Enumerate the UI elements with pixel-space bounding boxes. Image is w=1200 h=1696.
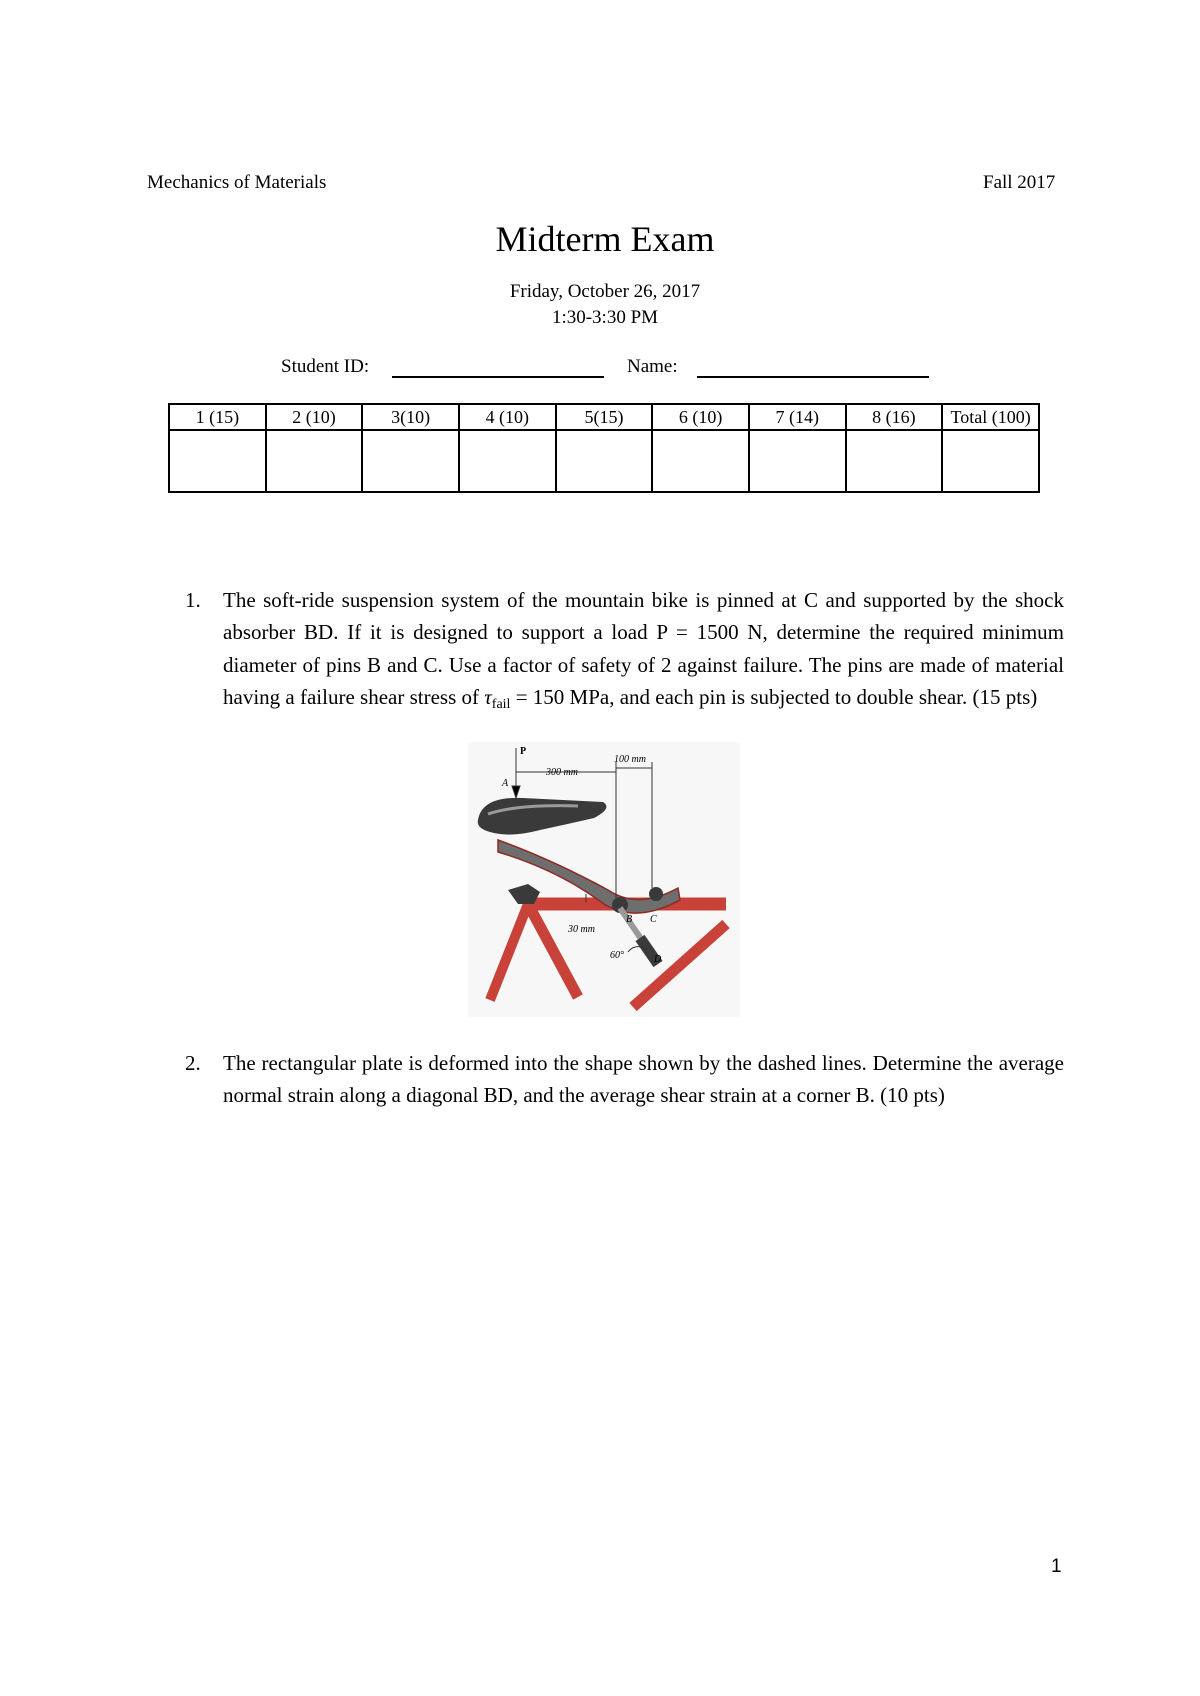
label-point-d: D: [654, 953, 662, 965]
score-header-cell: 5(15): [556, 404, 653, 430]
student-id-label: Student ID:: [281, 356, 370, 377]
bike-suspension-diagram: [468, 742, 740, 1017]
question-item: [180, 1047, 1064, 1112]
student-id-blank[interactable]: [392, 376, 604, 378]
exam-date: Friday, October 26, 2017: [509, 281, 701, 302]
score-header-cell: Total (100): [942, 404, 1039, 430]
score-value-cell[interactable]: [749, 430, 846, 492]
label-point-b: B: [626, 913, 633, 925]
score-value-cell[interactable]: [459, 430, 556, 492]
bike-suspension-figure: [468, 742, 740, 1017]
pin-c: [649, 887, 663, 901]
label-angle: 60°: [610, 949, 624, 961]
label-load: P: [520, 745, 527, 757]
question-number: 2.: [185, 1050, 201, 1075]
tau-symbol: τ: [484, 685, 492, 710]
question-text-part: = 150 MPa, and each pin is subjected to double shear. (15 pts): [510, 685, 1038, 710]
question-text: [223, 588, 1064, 713]
score-table: [168, 403, 1040, 493]
term-label: Fall 2017: [983, 172, 1056, 193]
score-header-cell: 2 (10): [266, 404, 363, 430]
score-value-cell[interactable]: [652, 430, 749, 492]
score-header-cell: 4 (10): [459, 404, 556, 430]
score-value-cell[interactable]: [556, 430, 653, 492]
exam-title: Midterm Exam: [495, 219, 715, 259]
student-name-blank[interactable]: [697, 376, 929, 378]
score-value-cell[interactable]: [942, 430, 1039, 492]
score-header-cell: 8 (16): [846, 404, 943, 430]
score-value-row: [169, 430, 1039, 492]
score-header-cell: 3(10): [362, 404, 459, 430]
question-list: [180, 584, 1064, 1111]
score-header-row: [169, 404, 1039, 430]
label-300mm: 300 mm: [546, 766, 578, 778]
score-value-cell[interactable]: [266, 430, 363, 492]
page-number: 1: [1051, 1556, 1062, 1577]
score-header-cell: 7 (14): [749, 404, 846, 430]
question-text-part: The soft-ride suspension system of the mountain bike is pinned at C and supported by the shock absorber BD. If it is designed to support a load P = 1500 N, determine the required minimum diameter of pins B and C. Use a factor of safety of 2 against failure. The pins are made of material having a failure shear stress of: [223, 588, 1064, 710]
score-value-cell[interactable]: [169, 430, 266, 492]
score-header-cell: 6 (10): [652, 404, 749, 430]
tau-subscript: fail: [491, 697, 511, 713]
score-value-cell[interactable]: [362, 430, 459, 492]
label-100mm: 100 mm: [614, 753, 646, 765]
figure-background: [468, 742, 740, 1017]
score-header-cell: 1 (15): [169, 404, 266, 430]
question-number: 1.: [185, 588, 201, 612]
label-point-a: A: [502, 777, 509, 789]
label-30mm: 30 mm: [568, 923, 595, 935]
student-name-label: Name:: [627, 356, 678, 377]
question-item: [180, 584, 1064, 1017]
question-text: The rectangular plate is deformed into the shape shown by the dashed lines. Determine the average normal strain along a diagonal BD, and the average shear strain at a corner B. (10 pts): [223, 1050, 1064, 1108]
score-value-cell[interactable]: [846, 430, 943, 492]
exam-time: 1:30-3:30 PM: [551, 307, 659, 328]
course-title: Mechanics of Materials: [147, 172, 327, 193]
label-point-c: C: [650, 913, 657, 925]
